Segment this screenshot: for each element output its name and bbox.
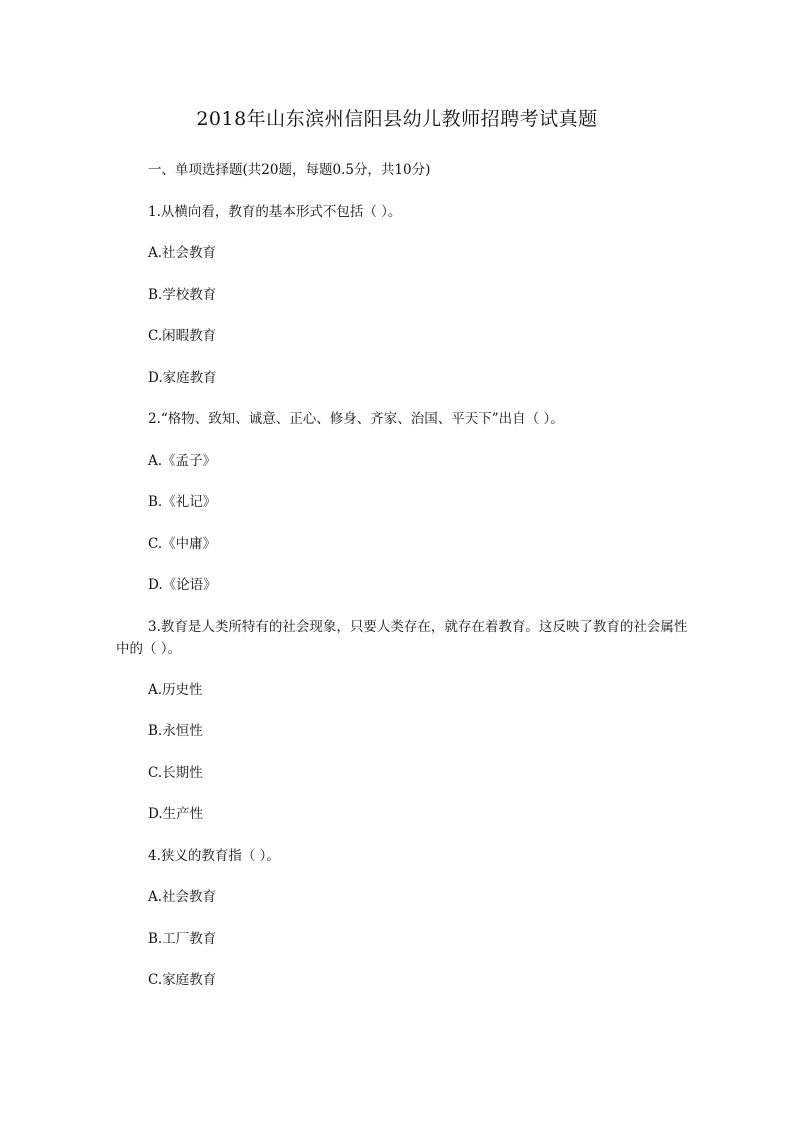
- question-1-option-d: D.家庭教育: [148, 370, 217, 386]
- question-1-option-a: A.社会教育: [148, 245, 217, 261]
- question-4-option-a: A.社会教育: [148, 889, 217, 905]
- document-title: 2018年山东滨州信阳县幼儿教师招聘考试真题: [196, 108, 598, 130]
- question-3-option-c: C.长期性: [148, 765, 203, 781]
- question-3-stem: 3.教育是人类所特有的社会现象，只要人类存在，就存在着教育。这反映了教育的社会属性中的（ ）。: [116, 619, 688, 657]
- question-3-option-a: A.历史性: [148, 682, 203, 698]
- question-2-stem: 2.“格物、致知、诚意、正心、修身、齐家、治国、平天下”出自（ ）。: [148, 411, 564, 427]
- question-3-option-d: D.生产性: [148, 806, 204, 822]
- question-2-option-a: A.《孟子》: [148, 453, 217, 469]
- question-4-stem: 4.狭义的教育指（ ）。: [148, 848, 280, 864]
- question-3-option-b: B.永恒性: [148, 723, 203, 739]
- question-2-option-c: C.《中庸》: [148, 536, 217, 552]
- question-4-option-b: B.工厂教育: [148, 931, 217, 947]
- question-1-option-b: B.学校教育: [148, 287, 217, 303]
- question-1-stem: 1.从横向看，教育的基本形式不包括（ ）。: [148, 204, 402, 220]
- question-2-option-b: B.《礼记》: [148, 494, 217, 510]
- question-4-option-c: C.家庭教育: [148, 972, 217, 988]
- question-2-option-d: D.《论语》: [148, 577, 217, 593]
- section-heading: 一、单项选择题(共20题，每题0.5分，共10分): [148, 162, 431, 178]
- question-1-option-c: C.闲暇教育: [148, 328, 217, 344]
